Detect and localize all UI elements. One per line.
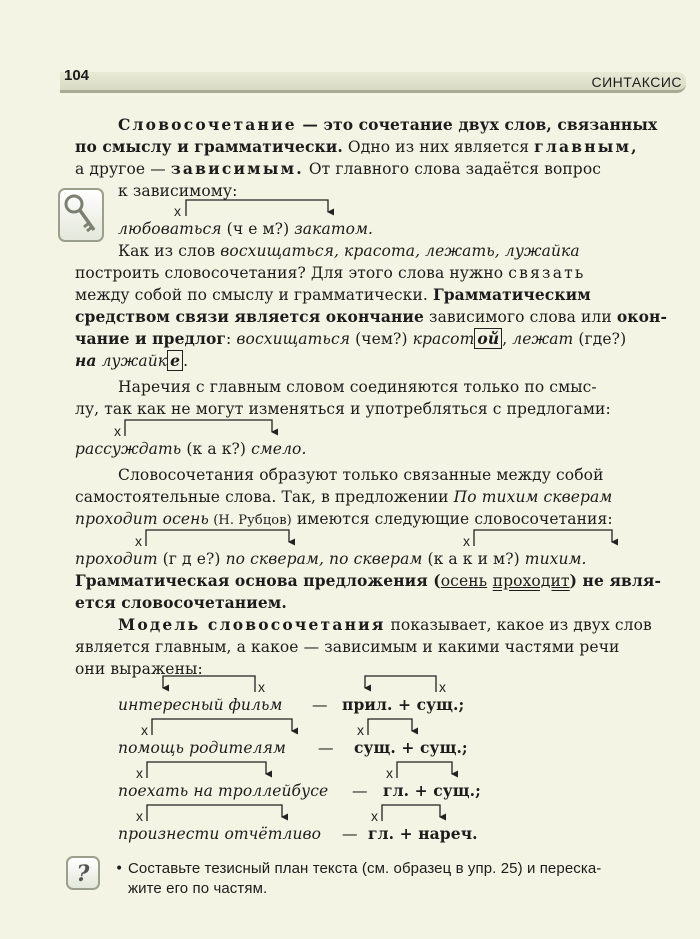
p2-l6-dot: . [183,352,189,370]
p1-l3-text: а другое — [75,160,171,178]
p2-l4-bold: средством связи является окончание [75,307,424,326]
predicate-word: проходит [492,572,570,590]
model-phrase: поехать на троллейбусе [118,782,329,800]
p1-l1-text: — это сочетание двух слов, связанных [296,115,658,134]
p2-l5-q1: (чем?) [350,330,413,348]
link-arc [368,719,412,735]
task-bullet: • [115,861,124,877]
model-formula: сущ. + сущ.; [354,738,468,757]
page-number: 104 [64,67,90,84]
p5-l1-end: ) не явля- [569,571,661,590]
term-glavnym: главным, [534,137,639,156]
ex2-question: (к а к?) [181,440,252,458]
preposition: на [75,351,97,370]
ending-box: е [167,350,183,371]
svg-text:?: ? [76,861,90,887]
ex3-head2: по скверам [324,550,423,568]
p3-line1: Наречия с главным словом соединяются только по смыс- [118,378,597,396]
p2-l5-word1: восхищаться [236,330,351,348]
p2-l5-bold: чание и предлог [75,329,227,348]
p1-l2-text: Одно из них является [342,138,535,156]
model-formula: прил. + сущ.; [342,695,465,714]
model-phrase: помощь родителям [118,739,286,757]
link-arc [163,676,255,692]
p6-line3: они выражены: [75,660,203,678]
model-formula: гл. + нареч. [368,824,478,843]
link-arc [146,530,289,546]
term-zavisimym: зависимым. [170,159,304,178]
p1-line4: к зависимому: [118,182,238,200]
ex1-question: (ч е м?) [221,220,295,238]
p5-l1-text: Грамматическая основа предложения ( [75,571,441,590]
p4-l2-quote: По тихим скверам [453,488,613,506]
p6-line2: является главным, а какое — зависимым и какими частями речи [75,638,620,656]
model-phrase: интересный фильм [118,696,283,714]
p4-l3-author: (Н. Рубцов) [208,513,292,528]
p6-l1-text: показывает, какое из двух слов [385,616,652,634]
ex3-dep2: тихим. [524,550,587,568]
ending-box: ой [474,328,502,349]
p2-l1-words: восхищаться, красота, лежать, лужайка [220,242,580,260]
link-arc [474,530,612,546]
p2-l5-q2: (где?) [573,330,627,348]
p2-l6-stem: лужайк [96,352,168,370]
term-slovosochetanie: Словосочетание [118,115,297,134]
p1-l2-bold: по смыслу и грамматически. [75,137,343,156]
p2-l5-comma: , [502,330,513,348]
head-mark: х [258,679,265,695]
head-mark: х [136,765,143,781]
section-title: СИНТАКСИС [591,74,682,90]
link-arc [147,805,282,821]
head-mark: х [357,722,364,738]
model-dash: — [342,825,358,843]
subject-word: осень [440,572,488,590]
link-arc [152,719,292,735]
p2-l2-spaced: связать [508,264,586,282]
model-dash: — [312,696,328,714]
p2-l2-text: построить словосочетания? Для этого слова нужно [75,264,509,282]
ex2-dependent-word: смело. [251,440,307,458]
p4-l3-quote: проходит осень [75,510,209,528]
p2-l5-colon: : [226,330,237,348]
head-mark: х [463,533,470,549]
link-arc [186,200,328,216]
p2-l3-text: между собой по смыслу и грамматически. [75,286,433,304]
ex3-q2: (к а к и м?) [422,550,525,568]
link-arc [125,420,272,436]
p1-l3-rest: От главного слова задаётся вопрос [303,160,602,178]
head-mark: х [114,423,121,439]
head-mark: х [136,808,143,824]
head-mark: х [174,203,181,219]
p2-l5-stem: красот [412,330,475,348]
model-dash: — [318,739,334,757]
task-line1: Составьте тезисный план текста (см. образец в упр. 25) и переска- [128,860,602,877]
head-mark: х [386,765,393,781]
head-mark: х [371,808,378,824]
p2-l1-text: Как из слов [118,242,221,260]
link-arc [397,762,452,778]
ex1-dependent-word: закатом. [294,220,374,238]
ex1-head-word: любоваться [118,220,222,238]
p2-l4-text: зависимого слова или [423,308,617,326]
p4-l3-text: имеются следующие словосочетания: [291,510,613,528]
p3-line2: лу, так как не могут изменяться и употребляться с предлогами: [75,400,611,418]
model-dash: — [352,782,368,800]
head-mark: х [135,533,142,549]
head-mark: х [141,722,148,738]
task-line2: жите его по частям. [128,880,268,897]
model-formula: гл. + сущ.; [383,781,481,800]
p2-l3-bold: Грамматическим [432,285,591,304]
p4-line1: Словосочетания образуют только связанные между собой [118,466,604,484]
ex3-head1: проходит [75,550,158,568]
head-mark: х [439,679,446,695]
p2-l5-word2: лежат [512,330,574,348]
ex3-q1: (г д е?) [157,550,226,568]
ex3-dep1: по скверам, [225,550,324,568]
term-model: Модель словосочетания [118,615,386,634]
p2-l4-bold2: окон- [616,307,667,326]
link-arc [147,762,266,778]
ex2-head-word: рассуждать [75,440,182,458]
link-arc [382,805,440,821]
link-arc [365,676,436,692]
p5-line2: ется словосочетанием. [75,593,287,612]
model-phrase: произнести отчётливо [118,825,322,843]
p4-l2-text: самостоятельные слова. Так, в предложении [75,488,454,506]
